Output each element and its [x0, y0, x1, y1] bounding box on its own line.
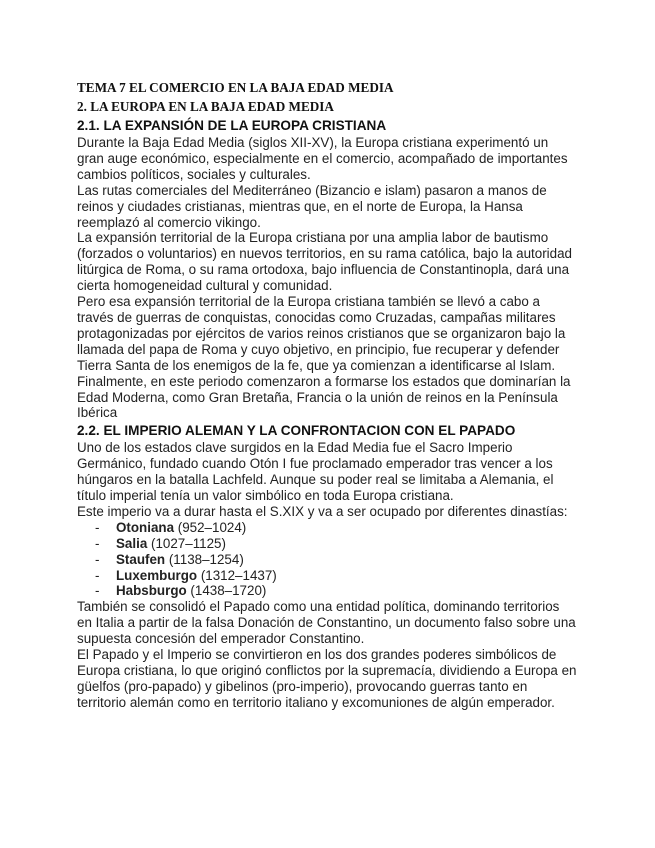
dynasty-years: (1027–1125)	[147, 535, 226, 551]
list-item	[77, 568, 577, 584]
dynasty-name: Otoniana	[116, 519, 175, 535]
paragraph: La expansión territorial de la Europa cristiana por una amplia labor de bautismo (forzados o voluntarios) en nuevos territorios, en su rama católica, bajo la autoridad litúrgica de Roma, o su rama ortodoxa, bajo influencia de Constantinopla, dará una cierta homogeneidad cultural y comunidad.	[77, 230, 572, 294]
bullet-dash: -	[95, 583, 100, 599]
document-title: TEMA 7 EL COMERCIO EN LA BAJA EDAD MEDIA	[77, 80, 394, 95]
bullet-dash: -	[95, 535, 100, 551]
paragraph: Este imperio va a durar hasta el S.XIX y va a ser ocupado por diferentes dinastías:	[77, 503, 568, 519]
dynasty-name: Salia	[116, 535, 148, 551]
paragraph: Las rutas comerciales del Mediterráneo (Bizancio e islam) pasaron a manos de reinos y ciudades cristianas, mientras que, en el norte de Europa, la Hansa reemplazó al comercio vikingo.	[77, 182, 547, 230]
paragraph: También se consolidó el Papado como una entidad política, dominando territorios en Italia a partir de la falsa Donación de Constantino, un documento falso sobre una supuesta concesión del emperador Constantino.	[77, 599, 576, 647]
dynasty-name: Luxemburgo	[116, 567, 198, 583]
dynasty-years: (1438–1720)	[186, 583, 267, 599]
paragraph: Durante la Baja Edad Media (siglos XII-XV), la Europa cristiana experimentó un gran auge económico, especialmente en el comercio, acompañado de importantes cambios políticos, sociales y culturales.	[77, 135, 568, 182]
list-item	[77, 552, 577, 568]
paragraph: El Papado y el Imperio se convirtieron en los dos grandes poderes simbólicos de Europa cristiana, lo que originó conflictos por la supremacía, dividiendo a Europa en güelfos (pro-papado) y gibelinos (pro-imperio), provocando guerras tanto en territorio alemán como en territorio italiano y excomuniones de algún emperador.	[77, 647, 577, 710]
section-heading-expansion: 2.1. LA EXPANSIÓN DE LA EUROPA CRISTIANA	[77, 118, 387, 133]
dynasty-years: (952–1024)	[174, 519, 247, 535]
list-item	[77, 536, 577, 552]
dynasty-name: Habsburgo	[116, 583, 187, 599]
bullet-dash: -	[95, 567, 100, 583]
list-item	[77, 520, 577, 536]
paragraph: Uno de los estados clave surgidos en la Edad Media fue el Sacro Imperio Germánico, fundado cuando Otón I fue proclamado emperador tras vencer a los húngaros en la batalla Lachfeld. Aunque su poder real se limitaba a Alemania, el título imperial tenía un valor simbólico en toda Europa cristiana.	[77, 440, 554, 504]
dynasty-years: (1312–1437)	[197, 567, 277, 583]
dynasty-list	[77, 520, 577, 600]
paragraph: Pero esa expansión territorial de la Europa cristiana también se llevó a cabo a través de guerras de conquistas, conocidas como Cruzadas, campañas militares protagonizadas por ejércitos de varios reinos cristianos que se organizaron bajo la llamada del papa de Roma y cuyo objetivo, en principio, fue recuperar y defender Tierra Santa de los enemigos de la fe, que ya comienzan a identificarse al Islam.	[77, 294, 566, 373]
list-item	[77, 583, 577, 599]
bullet-dash: -	[95, 519, 100, 535]
document-page	[77, 78, 577, 711]
section-heading-imperio: 2.2. EL IMPERIO ALEMAN Y LA CONFRONTACION CON EL PAPADO	[77, 423, 516, 439]
chapter-heading: 2. LA EUROPA EN LA BAJA EDAD MEDIA	[77, 99, 334, 114]
bullet-dash: -	[95, 551, 100, 567]
paragraph: Finalmente, en este periodo comenzaron a formarse los estados que dominarían la Edad Moderna, como Gran Bretaña, Francia o la unión de reinos en la Península Ibérica	[77, 373, 571, 421]
dynasty-name: Staufen	[116, 551, 166, 567]
dynasty-years: (1138–1254)	[165, 551, 244, 567]
